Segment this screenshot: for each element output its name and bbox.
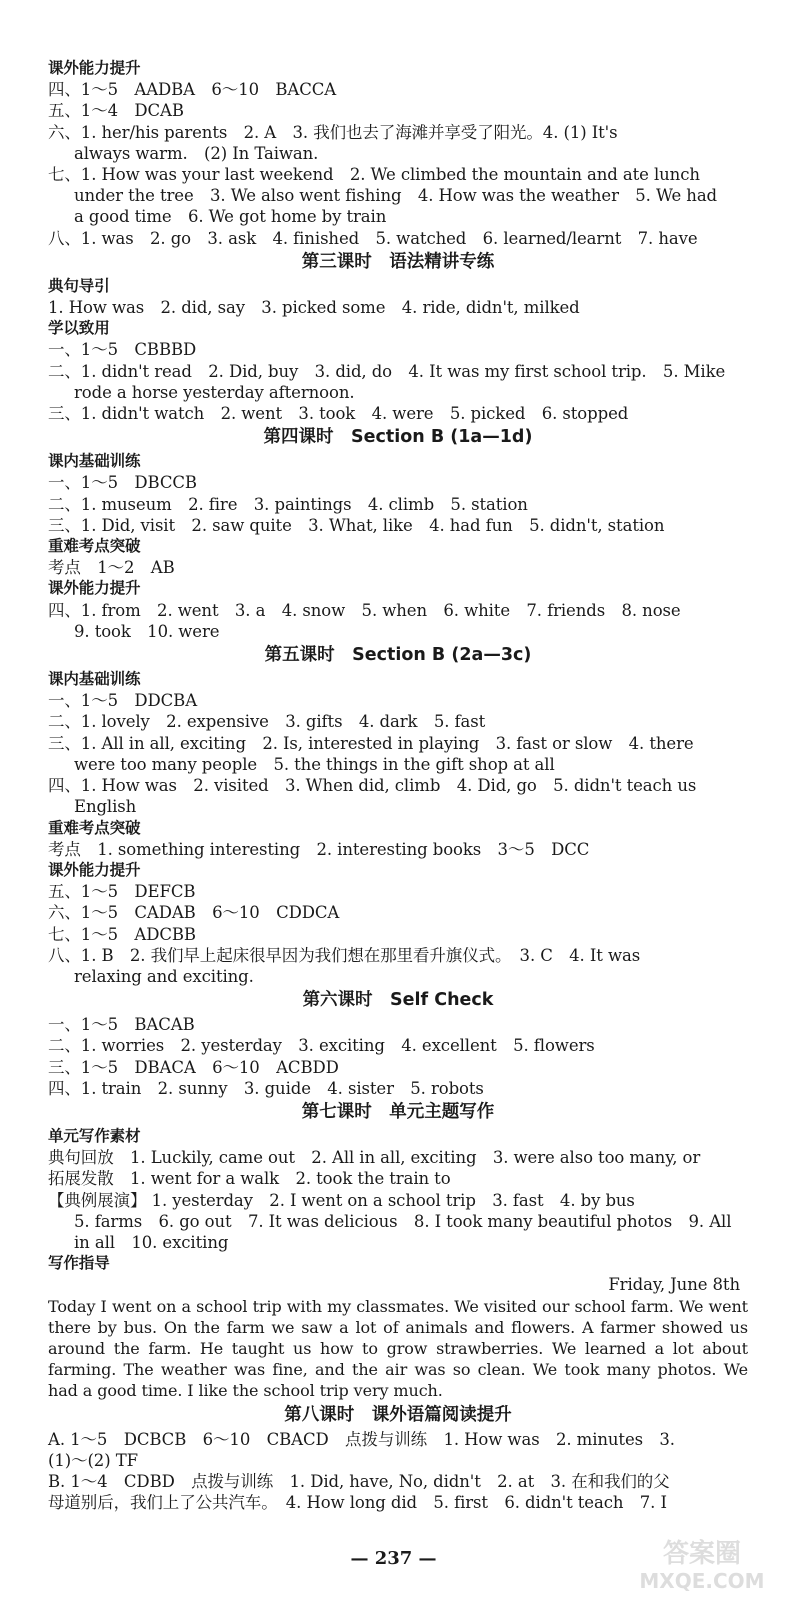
answer-line: 二、1. didn't read 2. Did, buy 3. did, do 4. It was my first school trip. 5. Mike <box>48 361 726 381</box>
section-heading: 典句导引 <box>48 276 110 295</box>
answer-line-continued: in all 10. exciting <box>74 1232 229 1252</box>
lesson-title: 第七课时 单元主题写作 <box>301 1101 495 1122</box>
answer-line: 三、1～5 DBACA 6～10 ACBDD <box>48 1057 339 1077</box>
answer-line: 一、1～5 CBBBD <box>48 340 197 360</box>
answer-line: 七、1～5 ADCBB <box>48 924 196 944</box>
answer-line: 四、1. How was 2. visited 3. When did, climb 4. Did, go 5. didn't teach us <box>48 776 697 796</box>
answer-line: 考点 1～2 AB <box>48 558 175 578</box>
section-heading: 写作指导 <box>48 1254 110 1273</box>
section-heading: 课内基础训练 <box>48 452 141 471</box>
section-heading: 课内基础训练 <box>48 670 141 689</box>
answer-page <box>48 58 748 1513</box>
answer-line: 一、1～5 DDCBA <box>48 691 198 711</box>
section-heading: 学以致用 <box>48 319 110 338</box>
answer-line: 五、1～4 DCAB <box>48 101 184 121</box>
answer-line-continued: were too many people 5. the things in the gift shop at all <box>74 754 555 774</box>
answer-line-continued: English <box>74 797 137 817</box>
answer-line: 一、1～5 BACAB <box>48 1015 195 1035</box>
answer-line: B. 1～4 CDBD 点拨与训练 1. Did, have, No, didn't 2. at 3. 在和我们的父 <box>48 1471 670 1491</box>
svg-text:MXQE.COM: MXQE.COM <box>639 1569 765 1593</box>
answer-line: 考点 1. something interesting 2. interesting books 3～5 DCC <box>48 839 590 859</box>
answer-line: 三、1. Did, visit 2. saw quite 3. What, like 4. had fun 5. didn't, station <box>48 515 665 535</box>
answer-line: 六、1. her/his parents 2. A 3. 我们也去了海滩并享受了阳光。4. (1) It's <box>48 122 618 142</box>
answer-line-continued: always warm. (2) In Taiwan. <box>74 143 319 163</box>
answer-line: 六、1～5 CADAB 6～10 CDDCA <box>48 903 340 923</box>
essay-paragraph: Today I went on a school trip with my classmates. We visited our school farm. We went there by bus. On the farm we saw a lot of animals and flowers. A farmer showed us around the farm. He taught us how to grow strawberries. We learned a lot about farming. The weather was fine, and the air was so clean. We took many photos. We had a good time. I like the school trip very much. <box>48 1296 748 1401</box>
section-heading: 单元写作素材 <box>48 1126 141 1145</box>
answer-line: (1)～(2) TF <box>48 1450 138 1470</box>
answer-line: 一、1～5 DBCCB <box>48 473 197 493</box>
answer-line-continued: 5. farms 6. go out 7. It was delicious 8. I took many beautiful photos 9. All <box>74 1211 732 1231</box>
lesson-title: 第五课时 Section B (2a—3c) <box>264 645 532 666</box>
answer-line-continued: rode a horse yesterday afternoon. <box>74 382 355 402</box>
answer-line-continued: under the tree 3. We also went fishing 4. How was the weather 5. We had <box>74 186 718 206</box>
answer-line: 拓展发散 1. went for a walk 2. took the train to <box>48 1169 451 1189</box>
section-heading: 课外能力提升 <box>48 59 141 77</box>
lesson-title: 第六课时 Self Check <box>302 990 494 1011</box>
section-heading: 课外能力提升 <box>48 860 141 879</box>
answer-line: 三、1. didn't watch 2. went 3. took 4. were 5. picked 6. stopped <box>48 404 629 424</box>
section-heading: 重难考点突破 <box>48 537 141 556</box>
answer-line: 典句回放 1. Luckily, came out 2. All in all, exciting 3. were also too many, or <box>48 1148 701 1168</box>
answer-line: 四、1. train 2. sunny 3. guide 4. sister 5. robots <box>48 1078 484 1098</box>
section-heading: 课外能力提升 <box>48 579 141 598</box>
answer-line: A. 1～5 DCBCB 6～10 CBACD 点拨与训练 1. How was 2. minutes 3. <box>48 1429 675 1449</box>
answer-line: 四、1～5 AADBA 6～10 BACCA <box>48 80 337 100</box>
page-number: — 237 — <box>350 1548 437 1569</box>
answer-line-continued: relaxing and exciting. <box>74 966 254 986</box>
svg-text:答案圈: 答案圈 <box>662 1539 742 1569</box>
answer-line: 四、1. from 2. went 3. a 4. snow 5. when 6. white 7. friends 8. nose <box>48 600 681 620</box>
answer-line: 二、1. museum 2. fire 3. paintings 4. climb 5. station <box>48 494 528 514</box>
answer-line: 五、1～5 DEFCB <box>48 882 196 902</box>
answer-line-continued: a good time 6. We got home by train <box>74 207 387 227</box>
essay-date: Friday, June 8th <box>608 1275 740 1295</box>
lesson-title: 第八课时 课外语篇阅读提升 <box>284 1404 512 1425</box>
answer-line: 三、1. All in all, exciting 2. Is, interested in playing 3. fast or slow 4. there <box>48 733 694 753</box>
answer-line: 八、1. was 2. go 3. ask 4. finished 5. watched 6. learned/learnt 7. have <box>48 228 698 248</box>
answer-line-continued: 9. took 10. were <box>74 621 220 641</box>
answer-line: 八、1. B 2. 我们早上起床很早因为我们想在那里看升旗仪式。 3. C 4. It was <box>48 945 641 965</box>
answer-line: 母道别后，我们上了公共汽车。 4. How long did 5. first 6. didn't teach 7. I <box>48 1493 667 1513</box>
answer-line: 二、1. worries 2. yesterday 3. exciting 4. excellent 5. flowers <box>48 1036 595 1056</box>
answer-line: 【典例展演】 1. yesterday 2. I went on a school trip 3. fast 4. by bus <box>48 1190 635 1210</box>
answer-line: 二、1. lovely 2. expensive 3. gifts 4. dark 5. fast <box>48 712 486 732</box>
answer-line: 七、1. How was your last weekend 2. We climbed the mountain and ate lunch <box>48 165 700 185</box>
lesson-title: 第四课时 Section B (1a—1d) <box>263 427 533 448</box>
section-heading: 重难考点突破 <box>48 818 141 837</box>
watermark-logo <box>627 1532 777 1594</box>
lesson-title: 第三课时 语法精讲专练 <box>301 251 495 272</box>
answer-line: 1. How was 2. did, say 3. picked some 4. ride, didn't, milked <box>48 298 580 318</box>
